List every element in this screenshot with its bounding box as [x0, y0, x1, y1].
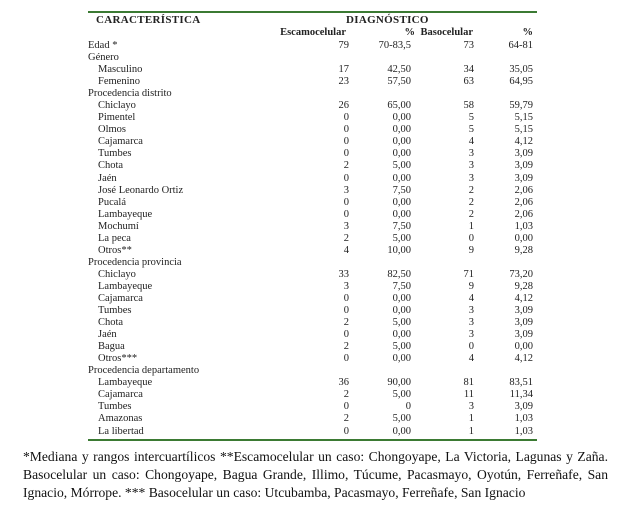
- header-diagnosis: DIAGNÓSTICO: [346, 14, 429, 26]
- basocelular-count: 1: [468, 425, 474, 437]
- basocelular-count: 2: [468, 208, 474, 220]
- escamocelular-percent: 5,00: [392, 389, 411, 401]
- escamocelular-count: 3: [343, 280, 349, 292]
- escamocelular-count: 3: [343, 220, 349, 232]
- table-row: [88, 377, 537, 389]
- basocelular-count: 11: [463, 389, 474, 401]
- table-row: [88, 160, 537, 172]
- table-row: [88, 209, 537, 221]
- escamocelular-count: 0: [343, 196, 349, 208]
- escamocelular-count: 0: [343, 172, 349, 184]
- escamocelular-percent: 0,00: [392, 172, 411, 184]
- escamocelular-count: 0: [343, 329, 349, 341]
- table-row: [88, 185, 537, 197]
- table-row: [88, 305, 537, 317]
- escamocelular-count: 0: [343, 305, 349, 317]
- table-row: [88, 329, 537, 341]
- table-section-row: [88, 52, 537, 64]
- row-label: Mochumí: [98, 220, 139, 232]
- basocelular-count: 5: [468, 112, 474, 124]
- row-label: Lambayeque: [98, 280, 153, 292]
- basocelular-percent: 5,15: [514, 124, 533, 136]
- escamocelular-count: 0: [343, 136, 349, 148]
- basocelular-count: 81: [463, 377, 474, 389]
- escamocelular-percent: 0,00: [392, 196, 411, 208]
- basocelular-percent: 3,09: [514, 329, 533, 341]
- table-row: [88, 317, 537, 329]
- escamocelular-count: 0: [343, 353, 349, 365]
- header-characteristic: CARACTERÍSTICA: [96, 14, 201, 26]
- basocelular-count: 2: [468, 184, 474, 196]
- table-row: [88, 148, 537, 160]
- basocelular-percent: 3,09: [514, 401, 533, 413]
- basocelular-percent: 2,06: [514, 208, 533, 220]
- basocelular-percent: 64-81: [508, 40, 533, 51]
- escamocelular-percent: 0,00: [392, 353, 411, 365]
- basocelular-count: 63: [463, 76, 474, 88]
- escamocelular-count: 0: [343, 292, 349, 304]
- basocelular-count: 0: [468, 232, 474, 244]
- escamocelular-percent: 0,00: [392, 124, 411, 136]
- basocelular-count: 3: [468, 401, 474, 413]
- row-label: Chiclayo: [98, 268, 136, 280]
- row-label: Lambayeque: [98, 377, 153, 389]
- escamocelular-percent: 5,00: [392, 413, 411, 425]
- basocelular-count: 4: [468, 136, 474, 148]
- escamocelular-count: 36: [338, 377, 349, 389]
- row-label: Chota: [98, 160, 124, 172]
- escamocelular-percent: 5,00: [392, 232, 411, 244]
- basocelular-count: 9: [468, 280, 474, 292]
- basocelular-count: 4: [468, 292, 474, 304]
- basocelular-count: 2: [468, 196, 474, 208]
- basocelular-count: 3: [468, 160, 474, 172]
- basocelular-percent: 83,51: [509, 377, 533, 389]
- escamocelular-count: 17: [338, 64, 349, 76]
- escamocelular-count: 0: [343, 124, 349, 136]
- escamocelular-count: 2: [343, 413, 349, 425]
- table-subheader-row: [88, 27, 537, 40]
- basocelular-percent: 59,79: [509, 100, 533, 112]
- row-label: Jaén: [98, 329, 117, 341]
- escamocelular-percent: 57,50: [387, 76, 411, 88]
- row-label: Cajamarca: [98, 136, 143, 148]
- table-row: [88, 76, 537, 88]
- row-label: Chota: [98, 317, 124, 329]
- escamocelular-percent: 70-83,5: [378, 40, 411, 51]
- basocelular-percent: 73,20: [509, 268, 533, 280]
- escamocelular-percent: 7,50: [392, 280, 411, 292]
- basocelular-percent: 11,34: [509, 389, 533, 401]
- escamocelular-count: 2: [343, 232, 349, 244]
- basocelular-percent: 9,28: [514, 244, 533, 256]
- row-label: Procedencia departamento: [88, 365, 200, 377]
- table-row: [88, 269, 537, 281]
- basocelular-percent: 4,12: [514, 136, 533, 148]
- escamocelular-percent: 7,50: [392, 184, 411, 196]
- basocelular-count: 5: [468, 124, 474, 136]
- escamocelular-percent: 7,50: [392, 220, 411, 232]
- basocelular-percent: 3,09: [514, 172, 533, 184]
- row-label: Olmos: [98, 124, 127, 136]
- basocelular-percent: 4,12: [514, 292, 533, 304]
- table-row: [88, 353, 537, 365]
- table-section-row: [88, 257, 537, 269]
- basocelular-percent: 5,15: [514, 112, 533, 124]
- basocelular-count: 73: [463, 40, 474, 51]
- basocelular-percent: 1,03: [514, 220, 533, 232]
- escamocelular-count: 79: [338, 40, 349, 51]
- escamocelular-count: 0: [343, 208, 349, 220]
- row-label: Tumbes: [98, 148, 132, 160]
- escamocelular-percent: 0,00: [392, 425, 411, 437]
- row-label: Jaén: [98, 172, 117, 184]
- escamocelular-percent: 0: [405, 401, 411, 413]
- escamocelular-percent: 0,00: [392, 112, 411, 124]
- basocelular-count: 3: [468, 317, 474, 329]
- escamocelular-percent: 5,00: [392, 341, 411, 353]
- basocelular-count: 3: [468, 148, 474, 160]
- table-section-row: [88, 88, 537, 100]
- escamocelular-count: 2: [343, 389, 349, 401]
- row-label: Amazonas: [98, 413, 143, 425]
- row-label: Chiclayo: [98, 100, 136, 112]
- escamocelular-percent: 0,00: [392, 148, 411, 160]
- escamocelular-count: 3: [343, 184, 349, 196]
- escamocelular-count: 0: [343, 148, 349, 160]
- escamocelular-percent: 0,00: [392, 292, 411, 304]
- table-row: [88, 112, 537, 124]
- basocelular-count: 0: [468, 341, 474, 353]
- row-label: Cajamarca: [98, 389, 143, 401]
- basocelular-percent: 1,03: [514, 425, 533, 437]
- row-label: Lambayeque: [98, 208, 153, 220]
- row-label: Edad *: [88, 40, 118, 51]
- table-row: [88, 197, 537, 209]
- basocelular-percent: 3,09: [514, 305, 533, 317]
- escamocelular-percent: 65,00: [387, 100, 411, 112]
- escamocelular-count: 4: [343, 244, 349, 256]
- table-row: [88, 136, 537, 148]
- row-label: Masculino: [98, 64, 143, 76]
- escamocelular-percent: 90,00: [387, 377, 411, 389]
- header-basocelular-percent: %: [522, 27, 533, 38]
- basocelular-percent: 0,00: [514, 232, 533, 244]
- table-row: [88, 64, 537, 76]
- escamocelular-count: 0: [343, 401, 349, 413]
- table-row: [88, 173, 537, 185]
- row-label: José Leonardo Ortiz: [98, 184, 184, 196]
- basocelular-count: 1: [468, 220, 474, 232]
- escamocelular-count: 2: [343, 341, 349, 353]
- row-label: Procedencia distrito: [88, 88, 172, 100]
- table-row: [88, 124, 537, 136]
- row-label: La libertad: [98, 425, 144, 437]
- basocelular-percent: 3,09: [514, 160, 533, 172]
- header-escamocelular-percent: %: [404, 27, 415, 38]
- basocelular-count: 3: [468, 172, 474, 184]
- row-label: Pucalá: [98, 196, 126, 208]
- table-row: [88, 389, 537, 401]
- basocelular-percent: 9,28: [514, 280, 533, 292]
- basocelular-percent: 4,12: [514, 353, 533, 365]
- escamocelular-count: 2: [343, 160, 349, 172]
- table-row: [88, 233, 537, 245]
- basocelular-count: 71: [463, 268, 474, 280]
- escamocelular-count: 0: [343, 425, 349, 437]
- row-label: Cajamarca: [98, 292, 143, 304]
- basocelular-count: 9: [468, 244, 474, 256]
- row-label: Género: [88, 52, 119, 64]
- row-label: Pimentel: [98, 112, 136, 124]
- table-row: [88, 426, 537, 438]
- table-row: [88, 293, 537, 305]
- table-header-row: [88, 13, 537, 27]
- escamocelular-count: 33: [338, 268, 349, 280]
- row-label: La peca: [98, 232, 131, 244]
- table-row: [88, 281, 537, 293]
- row-label: Femenino: [98, 76, 140, 88]
- basocelular-count: 3: [468, 329, 474, 341]
- bottom-rule: [88, 439, 537, 441]
- table-body: [88, 40, 537, 438]
- row-label: Bagua: [98, 341, 125, 353]
- row-label: Tumbes: [98, 401, 132, 413]
- basocelular-count: 1: [468, 413, 474, 425]
- escamocelular-percent: 0,00: [392, 136, 411, 148]
- table-row: [88, 341, 537, 353]
- row-label: Otros***: [98, 353, 138, 365]
- table-footnote: *Mediana y rangos intercuartílicos **Escamocelular un caso: Chongoyape, La Victoria, Lagunas y Zaña. Basocelular un caso: Chongoyape, Bagua Grande, Illimo, Túcume, Pacasmayo, Oyotún, Ferreñafe, San Ignacio, Mórrope. *** Basocelular un caso: Utcubamba, Pacasmayo, Ferreñafe, San Ignacio: [23, 449, 608, 500]
- header-escamocelular: Escamocelular: [280, 27, 346, 38]
- basocelular-percent: 2,06: [514, 196, 533, 208]
- table-row: [88, 40, 537, 52]
- basocelular-percent: 3,09: [514, 317, 533, 329]
- table-row: [88, 245, 537, 257]
- escamocelular-percent: 82,50: [387, 268, 411, 280]
- basocelular-percent: 2,06: [514, 184, 533, 196]
- escamocelular-count: 26: [338, 100, 349, 112]
- row-label: Procedencia provincia: [88, 256, 182, 268]
- row-label: Otros**: [98, 244, 132, 256]
- basocelular-percent: 0,00: [514, 341, 533, 353]
- basocelular-percent: 35,05: [509, 64, 533, 76]
- row-label: Tumbes: [98, 305, 132, 317]
- table-row: [88, 401, 537, 413]
- escamocelular-percent: 0,00: [392, 208, 411, 220]
- escamocelular-count: 2: [343, 317, 349, 329]
- escamocelular-count: 23: [338, 76, 349, 88]
- basocelular-count: 58: [463, 100, 474, 112]
- header-basocelular: Basocelular: [420, 27, 473, 38]
- escamocelular-count: 0: [343, 112, 349, 124]
- escamocelular-percent: 10,00: [387, 244, 411, 256]
- characteristics-table: [88, 11, 537, 441]
- table-row: [88, 413, 537, 425]
- table-row: [88, 221, 537, 233]
- table-section-row: [88, 365, 537, 377]
- basocelular-percent: 3,09: [514, 148, 533, 160]
- basocelular-count: 34: [463, 64, 474, 76]
- table-row: [88, 100, 537, 112]
- escamocelular-percent: 5,00: [392, 160, 411, 172]
- basocelular-percent: 64,95: [509, 76, 533, 88]
- escamocelular-percent: 42,50: [387, 64, 411, 76]
- escamocelular-percent: 0,00: [392, 305, 411, 317]
- escamocelular-percent: 5,00: [392, 317, 411, 329]
- basocelular-percent: 1,03: [514, 413, 533, 425]
- escamocelular-percent: 0,00: [392, 329, 411, 341]
- basocelular-count: 3: [468, 305, 474, 317]
- basocelular-count: 4: [468, 353, 474, 365]
